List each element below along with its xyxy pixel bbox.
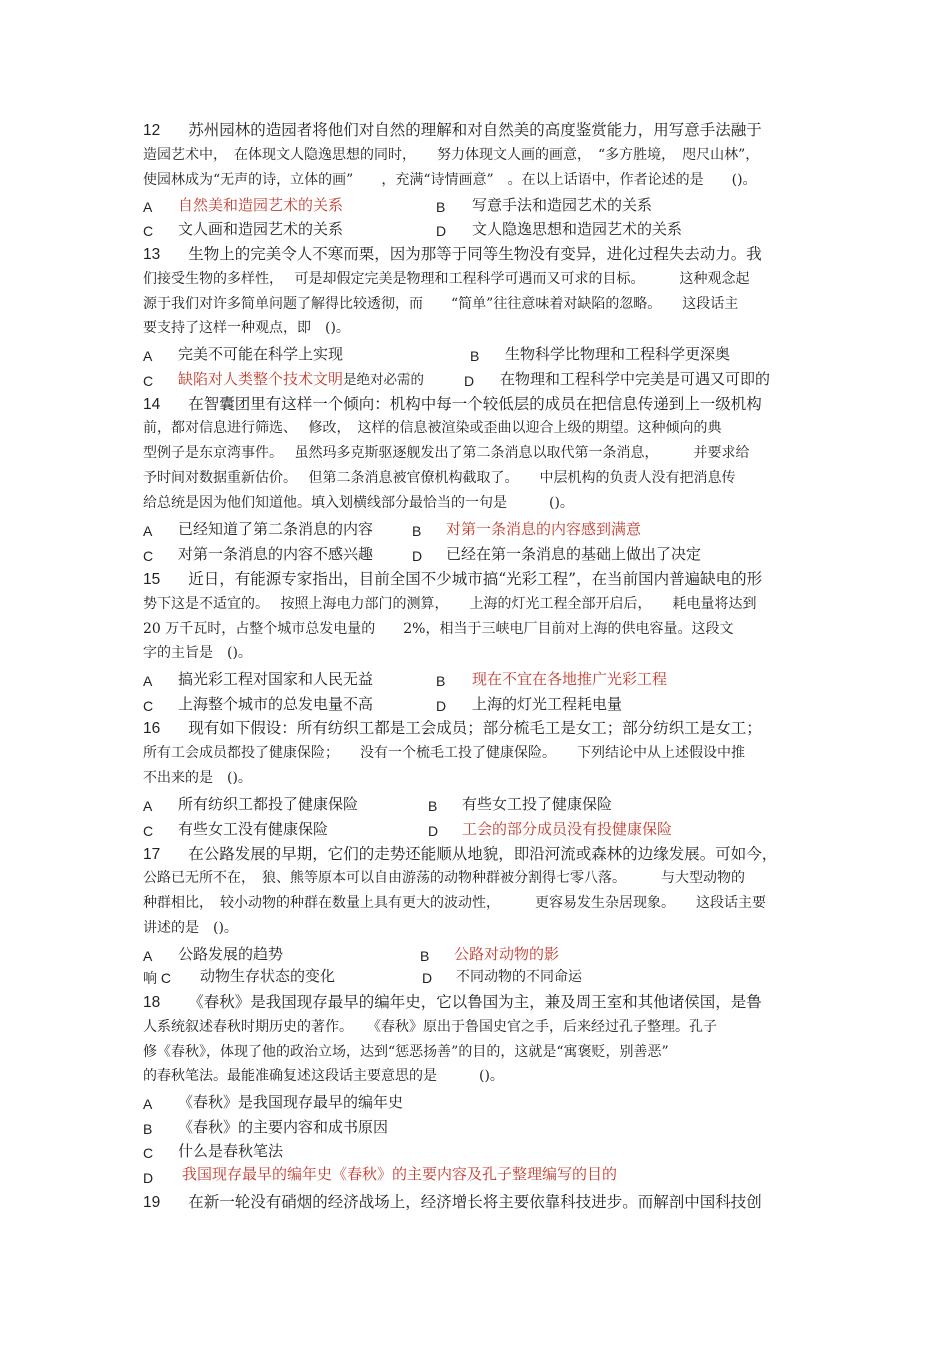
question-number: 17 bbox=[143, 846, 161, 863]
option-text: 文人画和造园艺术的关系 bbox=[178, 220, 344, 238]
question-18-line-1: 18 《春秋》是我国现存最早的编年史，它以鲁国为主，兼及周王室和其他诸侯国，是鲁 bbox=[143, 993, 762, 1011]
question-15-line-4: 字的主旨是 ()。 bbox=[143, 645, 252, 661]
option-letter: A bbox=[143, 673, 153, 689]
question-13-line-2: 们接受生物的多样性， 可是却假定完美是物理和工程科学可遇而又可求的目标。 这种观念起 bbox=[143, 271, 750, 287]
option-text: 已经知道了第二条消息的内容 bbox=[178, 520, 374, 538]
option-letter: B bbox=[436, 673, 446, 689]
option-text-answer: 现在不宜在各地推广光彩工程 bbox=[472, 670, 668, 688]
question-15-line-1: 15 近日，有能源专家指出，目前全国不少城市搞“光彩工程”，在当前国内普遍缺电的形 bbox=[143, 570, 763, 588]
question-number: 14 bbox=[143, 396, 161, 413]
option-letter: A bbox=[143, 523, 153, 539]
option-letter: C bbox=[143, 373, 154, 389]
question-14-line-4: 予时间对数据重新估价。 但第二条消息被官僚机构截取了。 中层机构的负责人没有把消息传 bbox=[143, 470, 736, 486]
question-15-line-2: 势下这是不适宜的。 按照上海电力部门的测算， 上海的灯光工程全部开启后， 耗电量将达到 bbox=[143, 596, 757, 612]
option-text: 搞光彩工程对国家和人民无益 bbox=[178, 670, 374, 688]
question-17-line-1: 17 在公路发展的早期，它们的走势还能顺从地貌，即沿河流或森林的边缘发展。可如今， bbox=[143, 845, 778, 863]
question-14-line-2: 前，都对信息进行筛选、 修改， 这样的信息被渲染或歪曲以迎合上级的期望。这种倾向的典 bbox=[143, 420, 722, 436]
option-letter: D bbox=[412, 548, 423, 564]
question-19-line-1: 19 在新一轮没有硝烟的经济战场上，经济增长将主要依靠科技进步。而解剖中国科技创 bbox=[143, 1193, 762, 1211]
option-letter: B bbox=[428, 798, 438, 814]
question-18-line-3: 修《春秋》，体现了他的政治立场，达到“惩恶扬善”的目的，这就是“寓褒贬，别善恶” bbox=[143, 1044, 669, 1060]
question-12-line-2: 造园艺术中， 在体现文人隐逸思想的同时， 努力体现文人画的画意， “多方胜境， 咫尺山林”， bbox=[143, 147, 760, 163]
question-12-line-1: 12 苏州园林的造园者将他们对自然的理解和对自然美的高度鉴赏能力，用写意手法融于 bbox=[143, 121, 762, 139]
question-number: 13 bbox=[143, 246, 161, 263]
option-letter: C bbox=[143, 223, 154, 239]
option-text-answer: 自然美和造园艺术的关系 bbox=[178, 196, 344, 214]
option-text: 生物科学比物理和工程科学更深奥 bbox=[505, 345, 731, 363]
question-number: 15 bbox=[143, 571, 161, 588]
option-letter: B bbox=[470, 348, 480, 364]
option-letter: A bbox=[143, 348, 153, 364]
option-letter: A bbox=[143, 199, 153, 215]
option-text-answer: 公路对动物的影 bbox=[454, 945, 560, 963]
option-text-answer: 我国现存最早的编年史《春秋》的主要内容及孔子整理编写的目的 bbox=[182, 1165, 618, 1183]
option-text: 所有纺织工都投了健康保险 bbox=[178, 795, 359, 813]
question-number: 16 bbox=[143, 720, 161, 737]
option-letter: C bbox=[143, 548, 154, 564]
option-letter: B bbox=[436, 199, 446, 215]
question-17-line-4: 讲述的是 ()。 bbox=[143, 920, 238, 936]
question-number: 19 bbox=[143, 1194, 161, 1211]
question-18-line-4: 的春秋笔法。最能准确复述这段话主要意思的是 ()。 bbox=[143, 1068, 504, 1084]
option-letter: D bbox=[428, 823, 439, 839]
question-13-line-1: 13 生物上的完美令人不寒而栗，因为那等于同等生物没有变异，进化过程失去动力。我 bbox=[143, 245, 762, 263]
question-13-line-4: 要支持了这样一种观点，即 ()。 bbox=[143, 320, 350, 336]
option-letter: B bbox=[412, 523, 422, 539]
question-16-line-2: 所有工会成员都投了健康保险； 没有一个梳毛工投了健康保险。 下列结论中从上述假设中推 bbox=[143, 745, 745, 761]
option-letter: A bbox=[143, 1096, 153, 1112]
option-text: 公路发展的趋势 bbox=[178, 945, 284, 963]
option-letter: D bbox=[436, 698, 447, 714]
option-text: 在物理和工程科学中完美是可遇又可即的 bbox=[500, 370, 771, 388]
option-text: 完美不可能在科学上实现 bbox=[178, 345, 344, 363]
option-letter: D bbox=[464, 373, 475, 389]
option-letter: D bbox=[422, 970, 433, 986]
question-16-line-1: 16 现有如下假设：所有纺织工都是工会成员；部分梳毛工是女工；部分纺织工是女工； bbox=[143, 719, 762, 737]
option-letter: D bbox=[436, 223, 447, 239]
option-letter: C bbox=[143, 823, 154, 839]
option-letter: D bbox=[143, 1170, 154, 1186]
option-letter: A bbox=[143, 798, 153, 814]
option-text: 《春秋》的主要内容和成书原因 bbox=[178, 1118, 389, 1136]
option-text: 有些女工没有健康保险 bbox=[178, 820, 329, 838]
question-number: 18 bbox=[143, 994, 161, 1011]
question-17-line-3: 种群相比， 较小动物的种群在数量上具有更大的波动性， 更容易发生杂居现象。 这段话主要 bbox=[143, 895, 766, 911]
option-letter: 响 C bbox=[143, 970, 171, 986]
question-12-line-3: 使园林成为“无声的诗，立体的画” ，充满“诗情画意” 。在以上话语中，作者论述的是 ()。 bbox=[143, 172, 757, 188]
question-13-line-3: 源于我们对许多简单问题了解得比较透彻，而 “简单”往往意味着对缺陷的忽略。 这段话主 bbox=[143, 296, 739, 312]
option-text: 上海的灯光工程耗电量 bbox=[472, 695, 623, 713]
question-number: 12 bbox=[143, 122, 161, 139]
option-letter: B bbox=[143, 1121, 153, 1137]
question-18-line-2: 人系统叙述春秋时期历史的著作。 《春秋》原出于鲁国史官之手，后来经过孔子整理。孔子 bbox=[143, 1019, 717, 1035]
option-text-answer: 工会的部分成员没有投健康保险 bbox=[462, 820, 673, 838]
option-letter: C bbox=[143, 1145, 154, 1161]
option-letter: C bbox=[143, 698, 154, 714]
option-text: 已经在第一条消息的基础上做出了决定 bbox=[446, 545, 702, 563]
question-17-line-2: 公路已无所不在， 狼、熊等原本可以自由游荡的动物种群被分割得七零八落。 与大型动物的 bbox=[143, 870, 745, 886]
question-16-line-3: 不出来的是 ()。 bbox=[143, 770, 252, 786]
option-text: 什么是春秋笔法 bbox=[178, 1142, 284, 1160]
question-14-line-5: 给总统是因为他们知道他。填入划横线部分最恰当的一句是 ()。 bbox=[143, 495, 574, 511]
option-text: 动物生存状态的变化 bbox=[200, 967, 336, 985]
question-15-line-3: 20 万千瓦时，占整个城市总发电量的 2%，相当于三峡电厂目前对上海的供电容量。这段文 bbox=[143, 621, 734, 637]
option-text: 上海整个城市的总发电量不高 bbox=[178, 695, 374, 713]
option-text: 对第一条消息的内容不感兴趣 bbox=[178, 545, 374, 563]
option-text: 文人隐逸思想和造园艺术的关系 bbox=[472, 220, 683, 238]
option-text-answer: 对第一条消息的内容感到满意 bbox=[446, 520, 642, 538]
option-text: 写意手法和造园艺术的关系 bbox=[472, 196, 653, 214]
option-letter: A bbox=[143, 948, 153, 964]
question-14-line-3: 型例子是东京湾事件。 虽然玛多克斯驱逐舰发出了第二条消息以取代第一条消息， 并要求给 bbox=[143, 445, 750, 461]
option-letter: B bbox=[420, 948, 430, 964]
option-text-answer: 缺陷对人类整个技术文明是绝对必需的 bbox=[178, 370, 425, 388]
option-text: 有些女工投了健康保险 bbox=[462, 795, 613, 813]
option-text: 《春秋》是我国现存最早的编年史 bbox=[178, 1093, 404, 1111]
option-text: 不同动物的不同命运 bbox=[456, 969, 582, 985]
question-14-line-1: 14 在智囊团里有这样一个倾向：机构中每一个较低层的成员在把信息传递到上一级机构 bbox=[143, 395, 762, 413]
